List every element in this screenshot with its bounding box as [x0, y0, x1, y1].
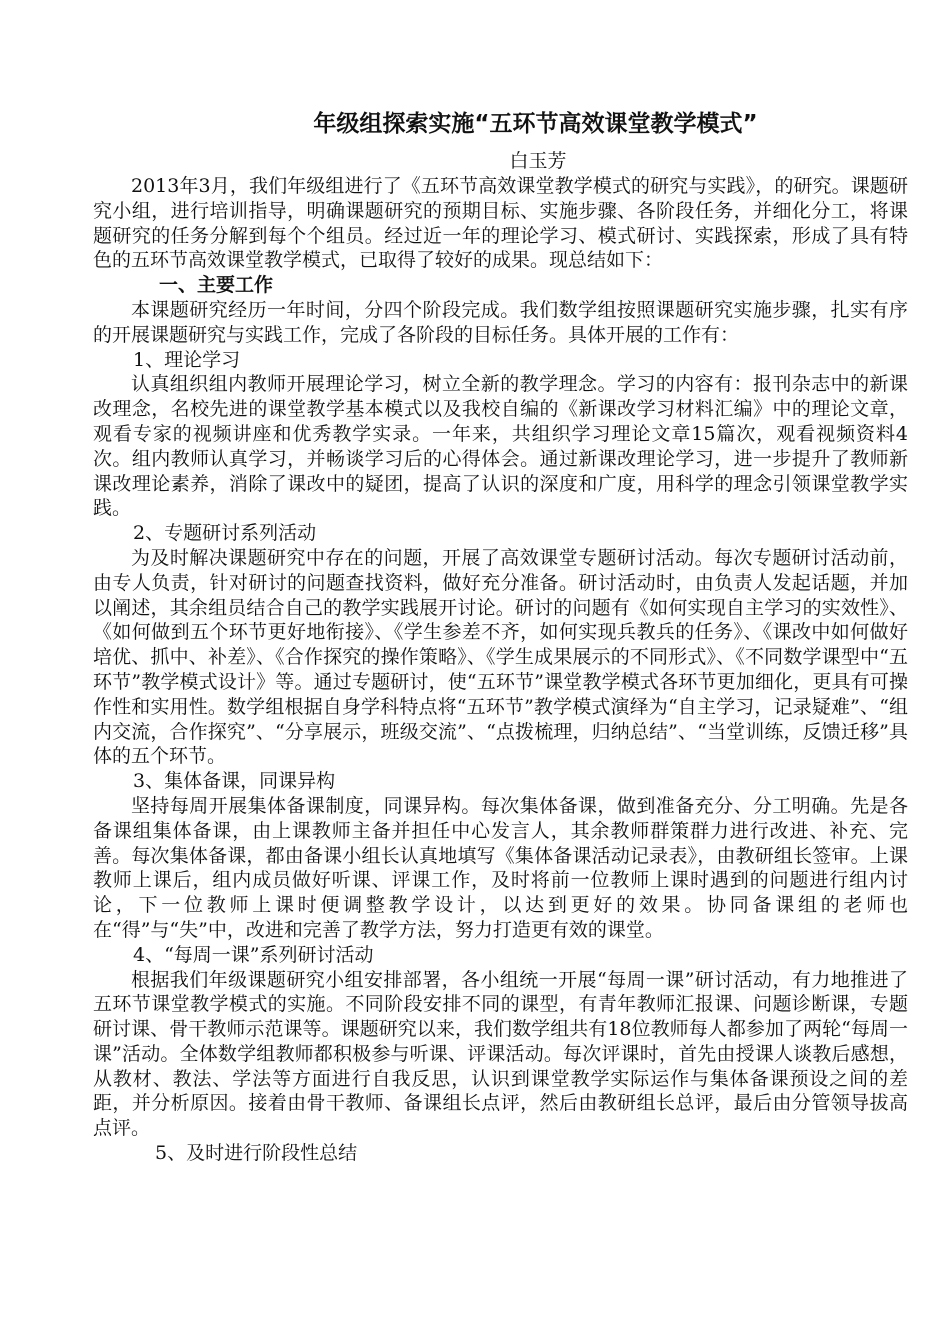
subheading-theory-study: 1、理论学习: [133, 348, 241, 371]
paragraph-collective-lesson-prep: 坚持每周开展集体备课制度，同课异构。每次集体备课，做到准备充分、分工明确。先是各备课组集体备课，由上课教师主备并担任中心发言人，其余教师群策群力进行改进、补充、完善。每次集体备课，都由备课小组长认真地填写《集体备课活动记录表》，由教研组长签审。上课教师上课后，组内成员做好听课、评课工作，及时将前一位教师上课时遇到的问题进行组内讨论，下一位教师上课时便调整教学设计，以达到更好的效果。协同备课组的老师也在“得”与“失”中，改进和完善了教学方法，努力打造更有效的课堂。: [93, 794, 908, 941]
subheading-topic-seminar: 2、专题研讨系列活动: [133, 522, 317, 545]
subheading-weekly-lesson: 4、“每周一课”系列研讨活动: [133, 943, 374, 966]
document-title: 年级组探索实施“五环节高效课堂教学模式”: [313, 111, 758, 137]
paragraph-theory-study: 认真组织组内教师开展理论学习，树立全新的教学理念。学习的内容有：报刊杂志中的新课改理念，名校先进的课堂教学基本模式以及我校自编的《新课改学习材料汇编》中的理论文章，观看专家的视频讲座和优秀教学实录。一年来，共组织学习理论文章15篇次，观看视频资料4次。组内教师认真学习，并畅谈学习后的心得体会。通过新课改理论学习，进一步提升了教师新课改理论素养，消除了课改中的疑团，提高了认识的深度和广度，用科学的理念引领课堂教学实践。: [93, 373, 908, 520]
subheading-collective-lesson-prep: 3、集体备课，同课异构: [133, 770, 336, 793]
document-page: [93, 106, 908, 1166]
paragraph-topic-seminar: 为及时解决课题研究中存在的问题，开展了高效课堂专题研讨活动。每次专题研讨活动前，由专人负责，针对研讨的问题查找资料，做好充分准备。研讨活动时，由负责人发起话题，并加以阐述，其余组员结合自己的教学实践展开讨论。研讨的问题有《如何实现自主学习的实效性》、《如何做到五个环节更好地衔接》、《学生参差不齐，如何实现兵教兵的任务》、《课改中如何做好培优、抓中、补差》、《合作探究的操作策略》、《学生成果展示的不同形式》、《不同数学课型中“五环节”教学模式设计》等。通过专题研讨，使“五环节”课堂教学模式各环节更加细化，更具有可操作性和实用性。数学组根据自身学科特点将“五环节”教学模式演绎为“自主学习，记录疑难”、“组内交流，合作探究”、“分享展示，班级交流”、“点拨梳理，归纳总结”、“当堂训练，反馈迁移”具体的五个环节。: [93, 546, 908, 768]
author-name: 白玉芳: [509, 150, 567, 172]
paragraph-weekly-lesson: 根据我们年级课题研究小组安排部署，各小组统一开展“每周一课”研讨活动，有力地推进了五环节课堂教学模式的实施。不同阶段安排不同的课型，有青年教师汇报课、问题诊断课，专题研讨课、骨干教师示范课等。课题研究以来，我们数学组共有18位教师每人都参加了两轮“每周一课”活动。全体数学组教师都积极参与听课、评课活动。每次评课时，首先由授课人谈教后感想，从教材、教法、学法等方面进行自我反思，认识到课堂教学实际运作与集体备课预设之间的差距，并分析原因。接着由骨干教师、备课组长点评，然后由教研组长总评，最后由分管领导拔高点评。: [93, 968, 908, 1140]
intro-paragraph: 2013年3月，我们年级组进行了《五环节高效课堂教学模式的研究与实践》，的研究。课题研究小组，进行培训指导，明确课题研究的预期目标、实施步骤、各阶段任务，并细化分工，将课题研究的任务分解到每个个组员。经过近一年的理论学习、模式研讨、实践探索，形成了具有特色的五环节高效课堂教学模式，已取得了较好的成果。现总结如下：: [93, 175, 908, 272]
section-intro-paragraph: 本课题研究经历一年时间，分四个阶段完成。我们数学组按照课题研究实施步骤，扎实有序的开展课题研究与实践工作，完成了各阶段的目标任务。具体开展的工作有：: [93, 298, 908, 346]
subheading-stage-summary: 5、及时进行阶段性总结: [155, 1142, 358, 1165]
section-heading-main-work: 一、主要工作: [159, 274, 274, 297]
